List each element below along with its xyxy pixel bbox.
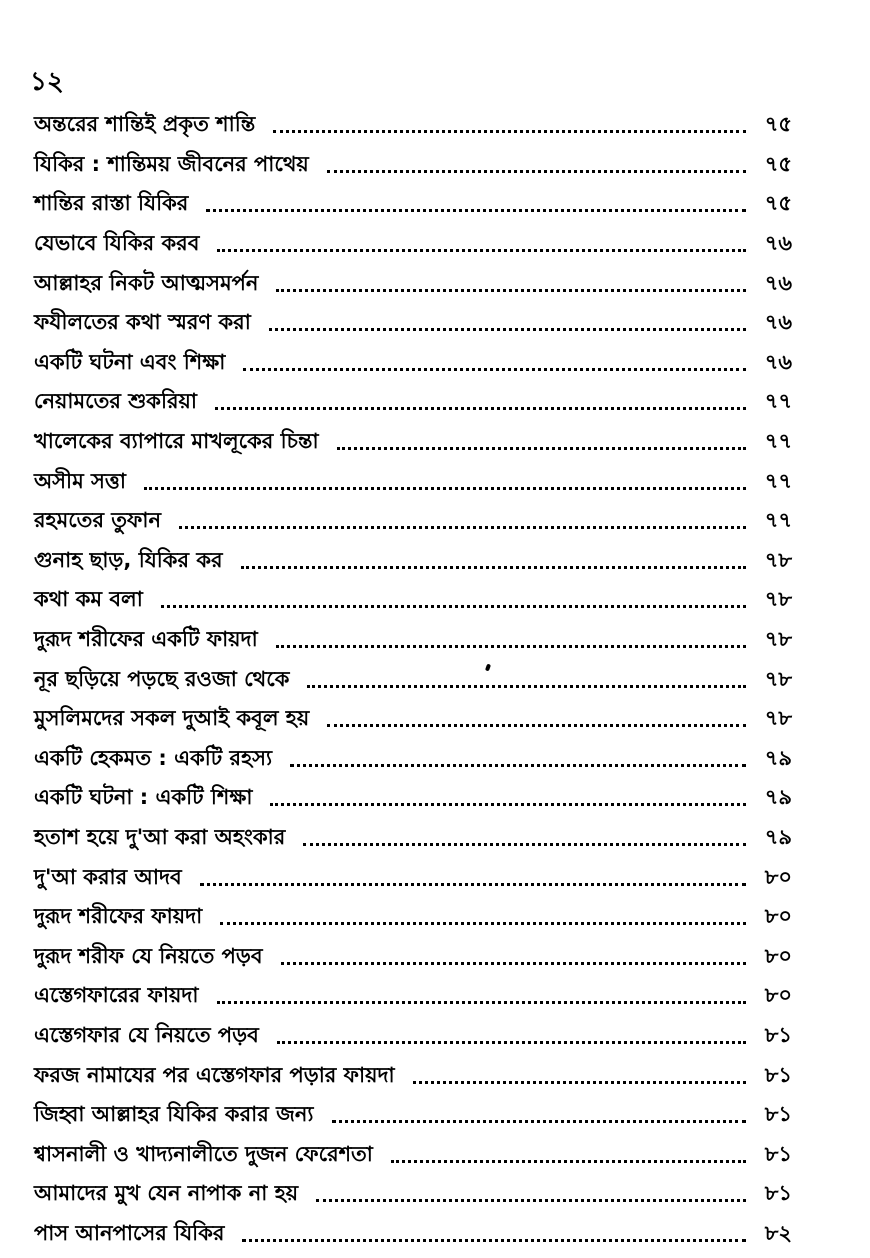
toc-entry-page: ৭৬ xyxy=(764,349,792,374)
toc-entry-title: কথা কম বলা xyxy=(34,587,143,612)
toc-entry xyxy=(34,264,792,304)
toc-entry-page: ৭৫ xyxy=(764,151,792,176)
toc-entry xyxy=(34,185,792,225)
dot-leader xyxy=(241,566,746,569)
toc-entry xyxy=(34,304,792,344)
dot-leader xyxy=(217,249,746,252)
toc-entry-title: আমাদের মুখ যেন নাপাক না হয় xyxy=(34,1181,299,1206)
toc-entry xyxy=(34,1056,792,1096)
dot-leader xyxy=(179,526,746,529)
toc-entry-title: যেভাবে যিকির করব xyxy=(34,231,200,256)
dot-leader xyxy=(290,764,746,767)
dot-leader xyxy=(273,130,746,133)
toc-entry xyxy=(34,898,792,938)
toc-entry xyxy=(34,858,792,898)
toc-entry-page: ৮০ xyxy=(764,904,792,929)
toc-entry xyxy=(34,977,792,1017)
toc-entry-title: একটি ঘটনা এবং শিক্ষা xyxy=(34,349,226,374)
toc-entry-title: শ্বাসনালী ও খাদ্যনালীতে দুজন ফেরেশতা xyxy=(34,1141,373,1166)
toc-entry-page: ৮১ xyxy=(764,1102,792,1127)
toc-entry-page: ৭৬ xyxy=(764,270,792,295)
toc-entry xyxy=(34,383,792,423)
dot-leader xyxy=(269,328,746,331)
toc-entry-title: গুনাহ ছাড়, যিকির কর xyxy=(34,547,223,572)
dot-leader xyxy=(281,962,746,965)
dot-leader xyxy=(270,803,746,806)
toc-entry-title: নেয়ামতের শুকরিয়া xyxy=(34,389,198,414)
toc-entry-title: জিহ্বা আল্লাহর যিকির করার জন্য xyxy=(34,1102,314,1127)
dot-leader xyxy=(277,1041,746,1044)
toc-entry-page: ৭৯ xyxy=(764,745,792,770)
dot-leader xyxy=(303,843,746,846)
dot-leader xyxy=(276,289,746,292)
toc-entry-title: দুরূদ শরীফের একটি ফায়দা xyxy=(34,627,258,652)
dot-leader xyxy=(242,1239,746,1242)
dot-leader xyxy=(206,209,746,212)
toc-entry xyxy=(34,819,792,859)
toc-entry xyxy=(34,502,792,542)
toc-entry-page: ৭৬ xyxy=(764,231,792,256)
toc-entry-page: ৮০ xyxy=(764,943,792,968)
dot-leader xyxy=(220,922,746,925)
toc-entry xyxy=(34,740,792,780)
toc-entry xyxy=(34,779,792,819)
dot-leader xyxy=(161,605,746,608)
toc-entry-page: ৮১ xyxy=(764,1141,792,1166)
toc-entry xyxy=(34,937,792,977)
toc-entry xyxy=(34,1096,792,1136)
toc-entry xyxy=(34,423,792,463)
toc-entry-page: ৭৯ xyxy=(764,785,792,810)
toc-entry xyxy=(34,621,792,661)
toc-entry xyxy=(34,542,792,582)
toc-entry-title: যিকির : শান্তিময় জীবনের পাথেয় xyxy=(34,151,309,176)
toc-entry xyxy=(34,146,792,186)
toc-entry xyxy=(34,1135,792,1175)
dot-leader xyxy=(200,883,746,886)
dot-leader xyxy=(215,407,746,410)
toc-entry-title: একটি ঘটনা : একটি শিক্ষা xyxy=(34,785,253,810)
toc-entry-page: ৭৫ xyxy=(764,191,792,216)
toc-entry xyxy=(34,700,792,740)
toc-entry-page: ৭৬ xyxy=(764,310,792,335)
toc-entry-title: দুরূদ শরীফের ফায়দা xyxy=(34,904,203,929)
dot-leader xyxy=(332,1120,747,1123)
toc-entry-page: ৮২ xyxy=(764,1220,792,1245)
toc-entry-title: নূর ছড়িয়ে পড়ছে রওজা থেকে xyxy=(34,666,290,691)
dot-leader xyxy=(337,447,746,450)
toc-entry-page: ৮১ xyxy=(764,1181,792,1206)
toc-entry-title: হতাশ হয়ে দু'আ করা অহংকার xyxy=(34,824,286,849)
toc-entry-page: ৭৮ xyxy=(764,706,792,731)
toc-entry-page: ৮০ xyxy=(764,864,792,889)
toc-entry-title: ফযীলতের কথা স্মরণ করা xyxy=(34,310,251,335)
toc-entry xyxy=(34,660,792,700)
toc-entry-page: ৭৯ xyxy=(764,824,792,849)
toc-entry xyxy=(34,581,792,621)
toc-entry-title: দু'আ করার আদব xyxy=(34,864,182,889)
toc-entry xyxy=(34,1215,792,1255)
toc-entry-title: দুরূদ শরীফ যে নিয়তে পড়ব xyxy=(34,943,263,968)
toc-entry-page: ৭৮ xyxy=(764,587,792,612)
dot-leader xyxy=(391,1160,746,1163)
toc-entry-title: এস্তেগফারের ফায়দা xyxy=(34,983,199,1008)
toc-entry-title: খালেকের ব্যাপারে মাখলূকের চিন্তা xyxy=(34,429,319,454)
toc-entry-title: একটি হেকমত : একটি রহস্য xyxy=(34,745,273,770)
dot-leader xyxy=(217,1001,747,1004)
toc-entry-page: ৭৭ xyxy=(764,468,792,493)
toc-entry-page: ৭৭ xyxy=(764,508,792,533)
toc-entry-page: ৭৮ xyxy=(764,547,792,572)
toc-entry-page: ৮১ xyxy=(764,1062,792,1087)
dot-leader xyxy=(413,1081,746,1084)
toc-entry-title: শান্তির রাস্তা যিকির xyxy=(34,191,189,216)
toc-entry-title: পাস আনপাসের যিকির xyxy=(34,1220,225,1245)
toc-entry-title: রহমতের তুফান xyxy=(34,508,162,533)
dot-leader xyxy=(327,724,746,727)
toc-entry-title: আল্লাহর নিকট আত্মসমর্পন xyxy=(34,270,259,295)
dot-leader xyxy=(327,170,746,173)
toc-entry-title: মুসলিমদের সকল দুআই কবূল হয় xyxy=(34,706,310,731)
toc-entry-page: ৮০ xyxy=(764,983,792,1008)
dot-leader xyxy=(316,1199,746,1202)
toc-entry-page: ৭৮ xyxy=(764,627,792,652)
toc-entry-page: ৭৭ xyxy=(764,429,792,454)
toc-entry-title: ফরজ নামাযের পর এস্তেগফার পড়ার ফায়দা xyxy=(34,1062,395,1087)
toc-entry xyxy=(34,462,792,502)
dot-leader xyxy=(243,368,746,371)
toc-entry xyxy=(34,106,792,146)
toc-entry-title: অন্তরের শান্তিই প্রকৃত শান্তি xyxy=(34,112,256,137)
toc-entry-title: এস্তেগফার যে নিয়তে পড়ব xyxy=(34,1022,259,1047)
toc-entry-page: ৭৮ xyxy=(764,666,792,691)
dot-leader xyxy=(307,685,746,688)
toc-entry xyxy=(34,344,792,384)
toc-entry-title: অসীম সত্তা xyxy=(34,468,127,493)
dot-leader xyxy=(276,645,746,648)
dot-leader xyxy=(144,487,746,490)
toc-entry-page: ৭৭ xyxy=(764,389,792,414)
toc-entry-page: ৮১ xyxy=(764,1022,792,1047)
toc-entry xyxy=(34,1175,792,1215)
page-number: ১২ xyxy=(30,67,64,97)
table-of-contents xyxy=(34,106,792,1254)
toc-entry-page: ৭৫ xyxy=(764,112,792,137)
toc-entry xyxy=(34,1017,792,1057)
toc-entry xyxy=(34,225,792,265)
